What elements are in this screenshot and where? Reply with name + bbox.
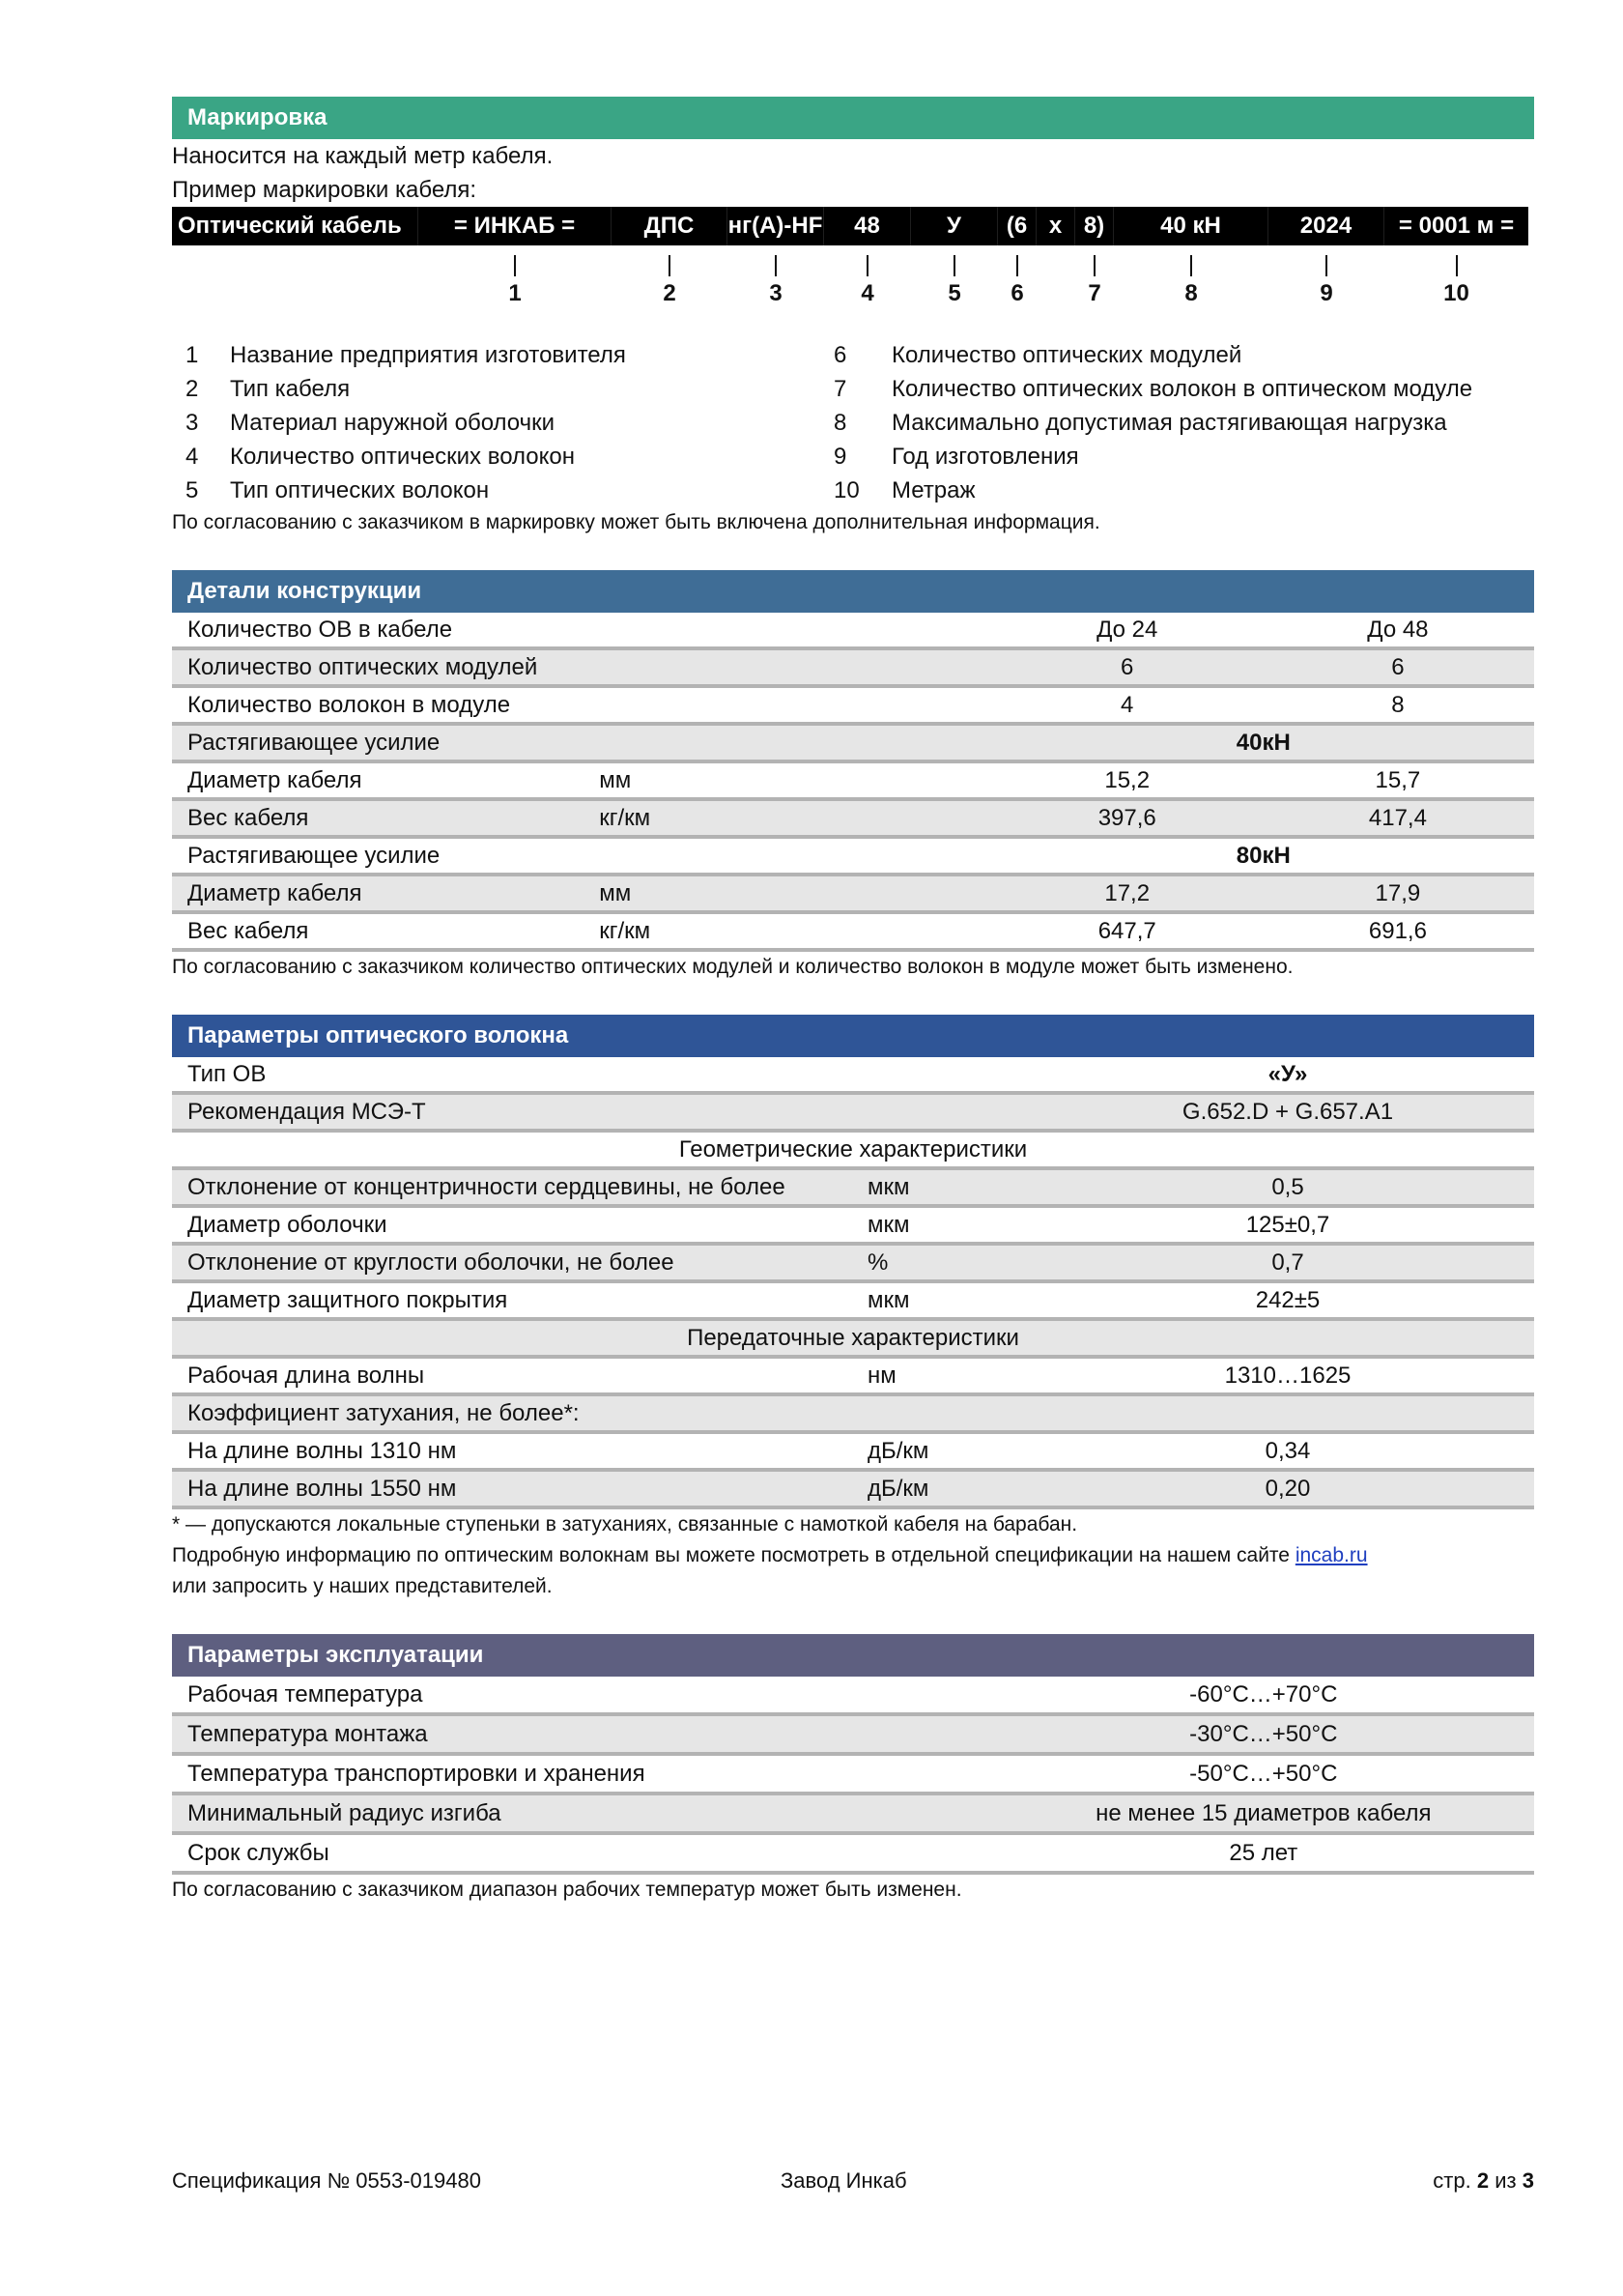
fiber-footnote: * — допускаются локальные ступеньки в затуханиях, связанные с намоткой кабеля на барабан. [172,1513,1078,1535]
row-value [1041,1396,1534,1430]
marking-description: Наносится на каждый метр кабеля. [172,143,554,169]
row-label: Коэффициент затухания, не более*: [187,1400,580,1426]
fiber-info-continuation: или запросить у наших представителей. [172,1575,553,1597]
mark-number: 1 [508,280,522,306]
legend-text: Количество оптических волокон [230,444,576,470]
row-label: Диаметр кабеля [187,767,362,793]
table-row [172,876,1534,914]
legend-text: Материал наружной оболочки [230,410,555,436]
construction-note: По согласованию с заказчиком количество оптических модулей и количество волокон в модуле может быть изменено. [172,956,1294,978]
row-value: 125±0,7 [1245,1212,1330,1238]
row-label: Тип ОВ [187,1061,267,1087]
legend-text: Максимально допустимая растягивающая нагрузка [892,410,1447,436]
legend-item [834,372,1510,406]
legend-text: Количество оптических модулей [892,342,1242,368]
tick-line [867,255,868,276]
legend-num: 1 [185,342,199,368]
legend-item [172,372,834,406]
table-row [172,1283,1534,1321]
row-value-48: 417,4 [1368,805,1427,831]
row-unit: мм [599,767,632,793]
incab-link[interactable]: incab.ru [1295,1544,1368,1566]
marking-note: По согласованию с заказчиком в маркировку может быть включена дополнительная информация. [172,511,1100,533]
row-unit: мкм [868,1287,910,1313]
fiber-info [172,1540,1534,1571]
company-name: Завод Инкаб [781,2168,907,2193]
row-label: Количество оптических модулей [187,654,538,680]
tick-line [1190,255,1192,276]
legend-text: Название предприятия изготовителя [230,342,626,368]
table-row [172,1359,1534,1396]
spec-number: Спецификация № 0553-019480 [172,2168,481,2193]
row-value-48: 15,7 [1375,767,1421,793]
table-row [172,763,1534,801]
row-value-48: 8 [1391,692,1405,718]
mark-number: 2 [663,280,676,306]
table-row [172,688,1534,726]
table-row [172,1472,1534,1509]
tick-line [514,255,516,276]
row-value-48: 17,9 [1375,880,1421,906]
table-row [172,726,1534,763]
marking-numbers [172,280,1528,315]
row-value: -30°C…+50°C [1189,1721,1338,1747]
legend-item [834,440,1510,474]
mark-number: 9 [1320,280,1333,306]
legend-text: Тип кабеля [230,376,351,402]
table-row [172,613,1534,650]
legend-item [172,338,834,372]
mark-number: 5 [948,280,961,306]
mark-part: 8) [1075,207,1114,245]
construction-table [172,613,1534,952]
row-unit: дБ/км [868,1476,929,1502]
tick-line [1456,255,1458,276]
legend-item [834,338,1510,372]
mark-part: У [911,207,998,245]
mark-part: 2024 [1268,207,1384,245]
row-value-48: 691,6 [1368,918,1427,944]
legend-num: 8 [834,410,847,436]
row-label: Минимальный радиус изгиба [187,1800,501,1826]
legend-item [172,406,834,440]
marking-ticks [172,251,1528,280]
table-row [172,1756,1534,1795]
row-value: 0,20 [1265,1476,1311,1502]
row-value: -60°C…+70°C [1189,1681,1338,1708]
table-row [172,1677,1534,1716]
row-value: «У» [1267,1061,1308,1087]
row-label: Вес кабеля [187,805,309,831]
row-value: 0,5 [1271,1174,1304,1200]
legend-text: Тип оптических волокон [230,477,490,503]
mark-part: = 0001 м = [1398,213,1515,239]
legend-item [172,440,834,474]
page-total: 3 [1522,2168,1534,2193]
row-value-24: 15,2 [1104,767,1151,793]
mark-number: 6 [1011,280,1024,306]
row-value: 242±5 [1255,1287,1321,1313]
legend-num: 9 [834,444,847,470]
table-subheader-row [172,1133,1534,1170]
page-prefix: стр. [1433,2168,1471,2193]
legend-text: Метраж [892,477,976,503]
row-unit: кг/км [599,918,651,944]
row-label: Отклонение от круглости оболочки, не более [187,1249,674,1276]
table-row [172,801,1534,839]
row-label: Температура транспортировки и хранения [187,1761,645,1787]
table-row [172,1095,1534,1133]
row-label: Диаметр кабеля [187,880,362,906]
operation-table [172,1677,1534,1875]
mark-part: Оптический кабель [172,207,418,245]
fiber-info-text: Подробную информацию по оптическим волокнам вы можете посмотреть в отдельной спецификации на нашем сайте [172,1544,1296,1566]
row-label: На длине волны 1310 нм [187,1438,457,1464]
mark-number: 8 [1184,280,1198,306]
row-value: 0,7 [1271,1249,1304,1276]
row-label: Вес кабеля [187,918,309,944]
section-header-operation: Параметры эксплуатации [172,1634,1534,1677]
mark-number: 4 [861,280,874,306]
legend-item [834,474,1510,507]
row-label: Отклонение от концентричности сердцевины, не более [187,1174,785,1200]
mark-number: 10 [1443,280,1469,306]
row-value-24: 4 [1121,692,1134,718]
row-value-24: До 24 [1096,617,1158,643]
table-row [172,1396,1534,1434]
row-value: G.652.D + G.657.A1 [1182,1099,1394,1125]
mark-number: 3 [769,280,783,306]
row-unit: нм [868,1363,897,1389]
row-value-24: 17,2 [1104,880,1151,906]
row-value-24: 6 [1121,654,1134,680]
tick-line [954,255,955,276]
row-value: 25 лет [1229,1840,1298,1866]
subheader-transmission: Передаточные характеристики [687,1325,1019,1351]
row-unit: мкм [868,1174,910,1200]
legend-column-right [834,338,1510,507]
table-row [172,1170,1534,1208]
mark-part: = ИНКАБ = [418,207,612,245]
row-label: Температура монтажа [187,1721,428,1747]
fiber-table [172,1057,1534,1509]
row-label: Рабочая длина волны [187,1363,425,1389]
row-value: не менее 15 диаметров кабеля [1096,1800,1432,1826]
mark-part: 40 кН [1114,207,1268,245]
legend-num: 5 [185,477,199,503]
tick-line [1016,255,1018,276]
row-value: 1310…1625 [1224,1363,1352,1389]
row-value: -50°C…+50°C [1189,1761,1338,1787]
row-label: Диаметр защитного покрытия [187,1287,508,1313]
page-indicator [1433,2168,1534,2194]
row-value: 0,34 [1265,1438,1311,1464]
row-unit [599,650,992,684]
table-row [172,1434,1534,1472]
table-row [172,1246,1534,1283]
row-value-24: 647,7 [1097,918,1156,944]
table-row [172,1835,1534,1875]
row-label: Растягивающее усилие [187,843,441,869]
row-label: Количество ОВ в кабеле [187,617,453,643]
table-row [172,1795,1534,1835]
row-unit [599,688,992,722]
legend-num: 2 [185,376,199,402]
row-unit: кг/км [599,805,651,831]
section-header-fiber: Параметры оптического волокна [172,1015,1534,1057]
row-label: Рабочая температура [187,1681,423,1708]
tick-line [775,255,777,276]
legend-num: 4 [185,444,199,470]
tick-line [1325,255,1327,276]
row-span-value: 40кН [1236,730,1291,756]
row-unit: % [868,1249,889,1276]
legend-num: 6 [834,342,847,368]
section-header-marking: Маркировка [172,97,1534,139]
page-footer [172,2168,1534,2194]
row-value-48: 6 [1391,654,1405,680]
table-row [172,1208,1534,1246]
table-row [172,914,1534,952]
row-label: На длине волны 1550 нм [187,1476,457,1502]
tick-line [1094,255,1096,276]
legend-num: 10 [834,477,860,503]
legend-item [172,474,834,507]
table-row [172,650,1534,688]
row-label: Количество волокон в модуле [187,692,511,718]
table-row [172,1716,1534,1756]
tick-line [669,255,670,276]
legend-column-left [172,338,834,507]
mark-part: (6 [998,207,1037,245]
mark-part: ДПС [612,207,727,245]
subheader-geometric: Геометрические характеристики [678,1136,1028,1162]
row-label: Растягивающее усилие [187,730,441,756]
row-unit [868,1396,1041,1430]
row-unit: мм [599,880,632,906]
mark-part: 48 [824,207,911,245]
row-value-48: До 48 [1367,617,1429,643]
mark-part: x [1037,207,1075,245]
row-unit: дБ/км [868,1438,929,1464]
section-header-construction: Детали конструкции [172,570,1534,613]
table-row [172,1057,1534,1095]
row-unit [599,613,992,646]
row-label: Рекомендация МСЭ-Т [187,1099,426,1125]
mark-number: 7 [1088,280,1101,306]
marking-example-label: Пример маркировки кабеля: [172,177,477,203]
table-subheader-row [172,1321,1534,1359]
row-span-value: 80кН [1236,843,1291,869]
legend-num: 3 [185,410,199,436]
marking-legend [172,338,1534,507]
legend-text: Год изготовления [892,444,1079,470]
legend-item [834,406,1510,440]
row-label: Срок службы [187,1840,329,1866]
marking-example-bar [172,207,1528,245]
mark-part: нг(A)-HF [727,207,824,245]
legend-text: Количество оптических волокон в оптическом модуле [892,376,1473,402]
document-page [172,97,1534,1906]
row-label: Диаметр оболочки [187,1212,387,1238]
page-sep: из [1495,2168,1517,2193]
page-current: 2 [1476,2168,1490,2193]
table-row [172,839,1534,876]
legend-num: 7 [834,376,847,402]
row-value-24: 397,6 [1097,805,1156,831]
row-unit: мкм [868,1212,910,1238]
operation-note: По согласованию с заказчиком диапазон рабочих температур может быть изменен. [172,1879,962,1901]
